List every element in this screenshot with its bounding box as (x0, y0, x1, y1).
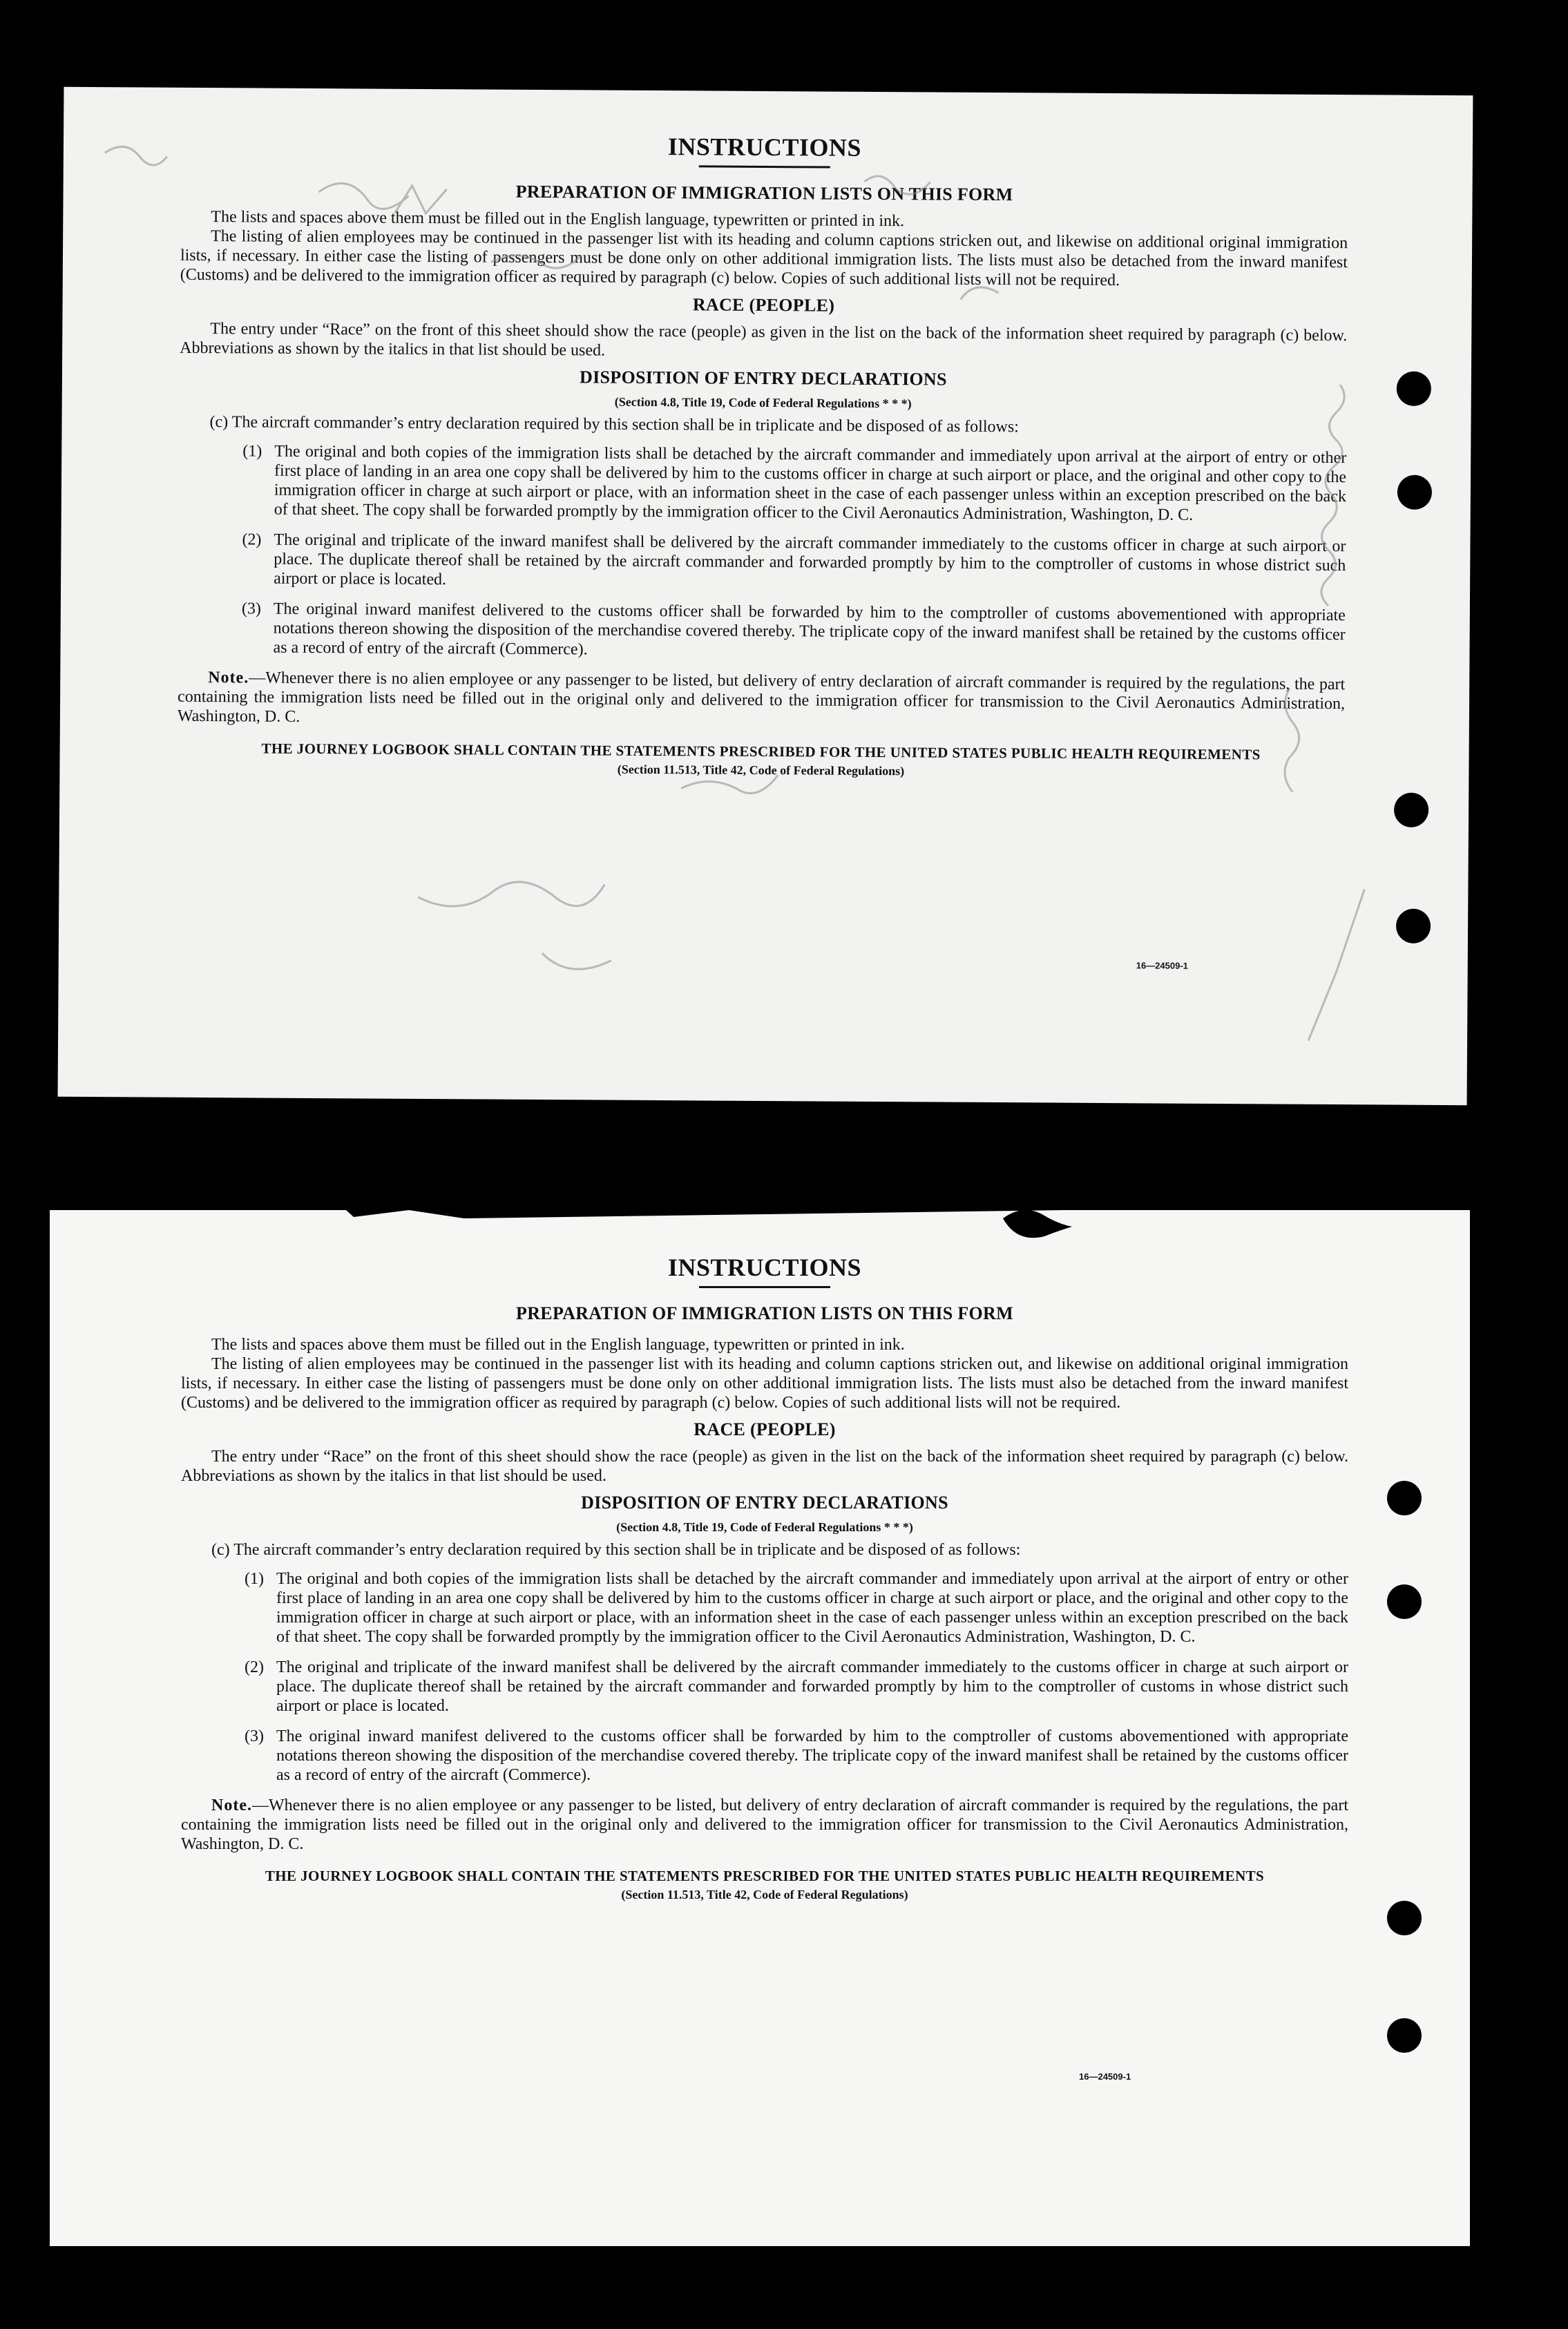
list-item (245, 1727, 1348, 1785)
item-number: (3) (245, 1727, 264, 1745)
list-item (245, 1569, 1348, 1647)
torn-top-edge (50, 1205, 1470, 1246)
preparation-paragraph-1: The lists and spaces above them must be filled out in the English language, typewritten or printed in ink. (211, 1336, 905, 1354)
form-number: 16—24509-1 (1136, 960, 1188, 971)
disposition-citation: (Section 4.8, Title 19, Code of Federal Regulations * * *) (614, 394, 912, 411)
punch-hole (1397, 372, 1431, 406)
section-heading-race: RACE (PEOPLE) (692, 294, 835, 316)
note-paragraph (178, 668, 1345, 733)
section-heading-preparation: PREPARATION OF IMMIGRATION LISTS ON THIS FORM (516, 1303, 1013, 1323)
title-underline (699, 165, 830, 168)
journey-logbook-statement: THE JOURNEY LOGBOOK SHALL CONTAIN THE STATEMENTS PRESCRIBED FOR THE UNITED STATES PUBLIC HEALTH REQUIREMENTS (265, 1868, 1265, 1884)
list-item (242, 441, 1347, 526)
punch-hole (1387, 1584, 1422, 1619)
preparation-paragraph-2: The listing of alien employees may be continued in the passenger list with its heading and column captions stricken out, and likewise on additional original immigration lists, if necessary. In either case the listing of passengers must be done only on other additional immigration lists. The lists must also be detached from the inward manifest (Customs) and be delivered to the immigration officer as required by paragraph (c) below. Copies of such additional lists will not be required. (180, 227, 1348, 290)
note-paragraph (181, 1796, 1348, 1854)
note-label: Note. (208, 669, 249, 687)
race-paragraph: The entry under “Race” on the front of this sheet should show the race (people) as given in the list on the back of the information sheet required by paragraph (c) below. Abbreviations as shown by the italics in that list should be used. (181, 1448, 1348, 1485)
item-number: (2) (242, 530, 262, 549)
item-number: (1) (245, 1570, 264, 1588)
punch-hole (1387, 2018, 1422, 2053)
sheet-content (177, 129, 1348, 781)
instruction-sheet-bottom (50, 1210, 1470, 2246)
preparation-paragraph-1: The lists and spaces above them must be filled out in the English language, typewritten or printed in ink. (211, 208, 905, 231)
section-heading-disposition: DISPOSITION OF ENTRY DECLARATIONS (579, 367, 947, 390)
instruction-sheet-top (58, 87, 1473, 1105)
section-heading-preparation: PREPARATION OF IMMIGRATION LISTS ON THIS FORM (515, 181, 1013, 205)
item-text: The original and both copies of the immigration lists shall be detached by the aircraft commander and immediately upon arrival at the airport of entry or other first place of landing in an area one copy shall be delivered by him to the customs officer in charge at such airport or place, and the original and other copy to the immigration officer in charge at such airport or place, with an information sheet in the case of each passenger unless within an exception prescribed on the back of that sheet. The copy shall be forwarded promptly by the immigration officer to the Civil Aeronautics Administration, Washington, D. C. (276, 1570, 1348, 1646)
section-heading-disposition: DISPOSITION OF ENTRY DECLARATIONS (581, 1493, 948, 1513)
punch-hole (1396, 909, 1431, 943)
item-text: The original and both copies of the immigration lists shall be detached by the aircraft commander and immediately upon arrival at the airport of entry or other first place of landing in an area one copy shall be delivered by him to the customs officer in charge at such airport or place, and the original and other copy to the immigration officer in charge at such airport or place, with an information sheet in the case of each passenger unless within an exception prescribed on the back of that sheet. The copy shall be forwarded promptly by the immigration officer to the Civil Aeronautics Administration, Washington, D. C. (274, 442, 1347, 524)
section-heading-race: RACE (PEOPLE) (694, 1419, 836, 1439)
list-item (245, 1658, 1348, 1716)
note-text: —Whenever there is no alien employee or any passenger to be listed, but delivery of entry declaration of aircraft commander is required by the regulations, the part containing the immigration lists need be filled out in the original only and delivered to the immigration officer for transmission to the Civil Aeronautics Administration, Washington, D. C. (177, 669, 1346, 726)
title-underline (699, 1286, 830, 1288)
item-number: (2) (245, 1658, 264, 1676)
journey-logbook-statement: THE JOURNEY LOGBOOK SHALL CONTAIN THE STATEMENTS PRESCRIBED FOR THE UNITED STATES PUBLIC HEALTH REQUIREMENTS (261, 740, 1261, 763)
note-text: —Whenever there is no alien employee or any passenger to be listed, but delivery of entry declaration of aircraft commander is required by the regulations, the part containing the immigration lists need be filled out in the original only and delivered to the immigration officer for transmission to the Civil Aeronautics Administration, Washington, D. C. (181, 1796, 1348, 1853)
item-text: The original and triplicate of the inward manifest shall be delivered by the aircraft commander immediately to the customs officer in charge at such airport or place. The duplicate thereof shall be retained by the aircraft commander and forwarded promptly by him to the comptroller of customs in whose district such airport or place is located. (276, 1658, 1348, 1715)
punch-hole (1394, 793, 1428, 827)
disposition-citation: (Section 4.8, Title 19, Code of Federal Regulations * * *) (616, 1520, 913, 1534)
punch-hole (1387, 1901, 1422, 1935)
race-paragraph: The entry under “Race” on the front of this sheet should show the race (people) as given in the list on the back of the information sheet required by paragraph (c) below. Abbreviations as shown by the italics in that list should be used. (180, 320, 1348, 360)
journey-citation: (Section 11.513, Title 42, Code of Federal Regulations) (621, 1888, 908, 1901)
page-title: INSTRUCTIONS (667, 133, 862, 162)
punch-hole (1397, 475, 1432, 510)
disposition-paragraph-c: (c) The aircraft commander’s entry declaration required by this section shall be in triplicate and be disposed of as follows: (209, 413, 1019, 437)
form-number: 16—24509-1 (1079, 2071, 1131, 2082)
list-item (242, 530, 1346, 595)
item-number: (3) (241, 600, 261, 618)
item-text: The original and triplicate of the inward manifest shall be delivered by the aircraft commander immediately to the customs officer in charge at such airport or place. The duplicate thereof shall be retained by the aircraft commander and forwarded promptly by him to the comptroller of customs in whose district such airport or place is located. (274, 530, 1346, 589)
punch-hole (1387, 1481, 1422, 1515)
disposition-paragraph-c: (c) The aircraft commander’s entry declaration required by this section shall be in triplicate and be disposed of as follows: (211, 1541, 1021, 1559)
item-text: The original inward manifest delivered to the customs officer shall be forwarded by him to the comptroller of customs abovementioned with appropriate notations thereon showing the disposition of the merchandise covered thereby. The triplicate copy of the inward manifest shall be retained by the customs officer as a record of entry of the aircraft (Commerce). (276, 1727, 1348, 1784)
sheet-content (181, 1253, 1348, 1902)
page-title: INSTRUCTIONS (667, 1254, 862, 1281)
list-item (241, 599, 1345, 664)
note-label: Note. (211, 1796, 252, 1814)
item-number: (1) (242, 442, 262, 461)
journey-citation: (Section 11.513, Title 42, Code of Federal Regulations) (617, 762, 905, 778)
preparation-paragraph-2: The listing of alien employees may be continued in the passenger list with its heading and column captions stricken out, and likewise on additional original immigration lists, if necessary. In either case the listing of passengers must be done only on other additional immigration lists. The lists must also be detached from the inward manifest (Customs) and be delivered to the immigration officer as required by paragraph (c) below. Copies of such additional lists will not be required. (181, 1355, 1348, 1412)
item-text: The original inward manifest delivered to the customs officer shall be forwarded by him to the comptroller of customs abovementioned with appropriate notations thereon showing the disposition of the merchandise covered thereby. The triplicate copy of the inward manifest shall be retained by the customs officer as a record of entry of the aircraft (Commerce). (273, 600, 1346, 659)
